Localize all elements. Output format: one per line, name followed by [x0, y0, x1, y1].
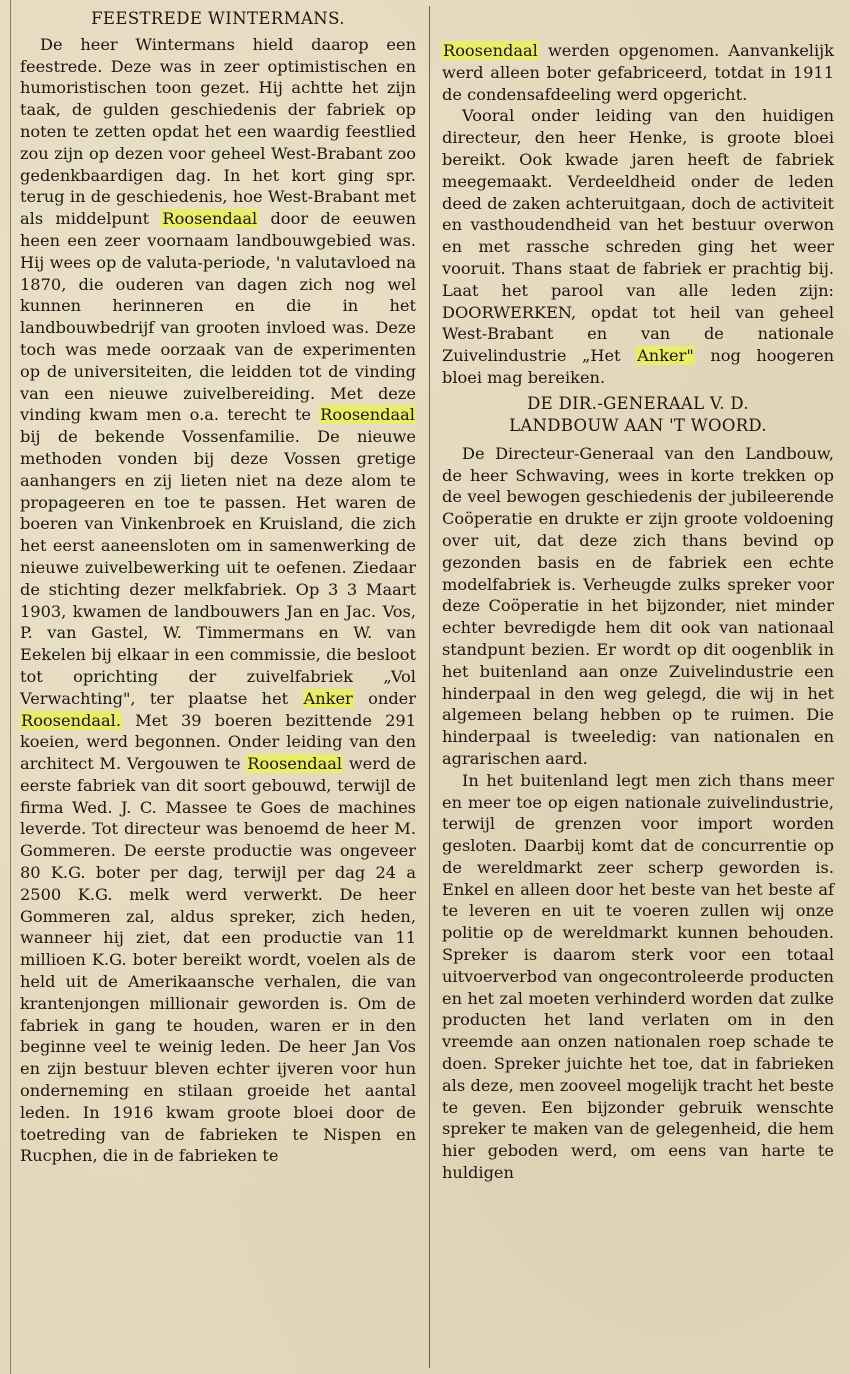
left-column [20, 0, 416, 1374]
clipping-edge-line [10, 0, 11, 1374]
text-run: nog hoogeren bloei mag bereiken. [442, 346, 834, 387]
highlighted-term: Roosendaal [443, 41, 538, 60]
article-heading: FEESTREDE WINTERMANS. [91, 9, 345, 28]
text-run: door de eeuwen heen een zeer voornaam landbouwgebied was. Hij wees op de valuta-periode, 'n valutavloed na 1870, die ouderen van dagen zich nog wel kunnen herinneren en die in het landbouwbedrijf van grooten invloed was. Deze toch was mede oorzaak van de experimenten op de universiteiten, die leidden tot de vinding van een nieuwe zuivelbereiding. Met deze vinding kwam men o.a. terecht te [20, 209, 416, 425]
text-run: De heer Wintermans hield daarop een feestrede. Deze was in zeer optimistischen en humoristischen toon gezet. Hij achtte het zijn taak, de gulden geschiedenis der fabriek op noten te zetten opdat het een waardig feestlied zou zijn op dezen voor geheel West-Brabant zoo gedenkbaardigen dag. In het kort ging spr. terug in de geschiedenis, hoe West-Brabant met als middelpunt [20, 34, 416, 229]
text-run: De Directeur-Generaal van den Landbouw, de heer Schwaving, wees in korte trekken op de veel bewogen geschiedenis der jubileerende Coöperatie en drukte er zijn groote voldoening over uit, dat deze zich thans bevind op gezonden basis en de fabriek een echte modelfabriek is. Verheugde zulks spreker voor deze Coöperatie in het bijzonder, niet minder echter bevredigde hem dit ook van nationaal standpunt bezien. Er wordt op dit oogenblik in het buitenland aan onze Zuivelindustrie een hinderpaal in den weg gelegd, die wij in het algemeen belang hebben op te ruimen. Die hinderpaal is tweeledig: van nationalen en agrarischen aard. [442, 443, 834, 768]
highlighted-term: Roosendaal [247, 754, 343, 774]
paragraph-buitenland [442, 770, 834, 1184]
highlighted-term: Roosendaal [320, 405, 415, 425]
highlighted-term: Roosendaal [162, 209, 258, 229]
right-column [442, 0, 834, 1374]
paragraph-directeur-henke [442, 105, 834, 388]
text-run: Met 39 boeren bezittende 291 koeien, werd begonnen. Onder leiding van den architect M. Vergouwen te [20, 710, 416, 774]
text-run: Vooral onder leiding van den huidigen directeur, den heer Henke, is groote bloei bereikt. Ook kwade jaren heeft de fabriek meegemaakt. Verdeeldheid onder de leden deed de zaken achteruitgaan, doch de activiteit en vasthoudendheid van het bestuur overwon en met rassche schreden ging het weer vooruit. Thans staat de fabriek er prachtig bij. Laat het parool van alle leden zijn: DOORWERKEN, opdat tot heil van geheel West-Brabant en van de nationale Zuivelindustrie „Het [442, 106, 834, 366]
text-run: In het buitenland legt men zich thans meer en meer toe op eigen nationale zuivelindustrie, terwijl de grenzen voor import worden gesloten. Daarbij komt dat de concurrentie op de wereldmarkt zeer scherp geworden is. Enkel en alleen door het beste van het beste af te leveren en uit te voeren zullen wij onze politie op de wereldmarkt kunnen behouden. Spreker is daarom sterk voor een totaal uitvoerverbod van ongecontroleerde producten en het zal moeten verhinderd worden dat zulke producten het land verlaten om in den vreemde aan onzen nationalen roep schade te doen. Spreker juichte het toe, dat in fabrieken als deze, men zooveel mogelijk tracht het beste te geven. Een bijzonder gebruik wenschte spreker te maken van de gelegenheid, die hem hier geboden werd, om eens van harte te huldigen [442, 770, 834, 1183]
highlighted-term: Roosendaal. [21, 710, 121, 730]
paragraph-directeur-generaal [442, 443, 834, 770]
paragraph-continued [442, 40, 834, 105]
highlighted-term: Anker" [637, 346, 694, 366]
paragraph-feestrede [20, 34, 416, 1167]
text-run: onder [353, 688, 416, 708]
section-subheading [442, 393, 834, 437]
highlighted-term: Anker [303, 688, 353, 708]
text-run: werden opgenomen. Aanvankelijk werd alleen boter gefabriceerd, totdat in 1911 de condensafdeeling werd opgericht. [442, 41, 834, 104]
subheading-line-2: LANDBOUW AAN 'T WOORD. [509, 415, 767, 435]
text-run: bij de bekende Vossenfamilie. De nieuwe methoden vonden bij deze Vossen gretige aanhangers en zij lieten niet na deze alom te propageeren en toe te passen. Het waren de boeren van Vinkenbroek en Kruisland, die zich het eerst aaneensloten om in samenwerking de nieuwe zuivelbewerking uit te oefenen. Ziedaar de stichting dezer melkfabriek. Op 3 3 Maart 1903, kwamen de landbouwers Jan en Jac. Vos, P. van Gastel, W. Timmermans en W. van Eekelen bij elkaar in een commissie, die besloot tot oprichting der zuivelfabriek „Vol Verwachting", ter plaatse het [20, 427, 416, 708]
subheading-line-1: DE DIR.-GENERAAL V. D. [527, 393, 749, 413]
text-run: werd de eerste fabriek van dit soort gebouwd, terwijl de firma Wed. J. C. Massee te Goes de machines leverde. Tot directeur was benoemd de heer M. Gommeren. De eerste productie was ongeveer 80 K.G. boter per dag, terwijl per dag 24 a 2500 K.G. melk werd verwerkt. De heer Gommeren zal, aldus spreker, zich heden, wanneer hij ziet, dat een productie van 11 millioen K.G. boter bereikt wordt, voelen als de held uit de Amerikaansche verhalen, die van krantenjongen millionair geworden is. Om de fabriek in gang te houden, waren er in den beginne veel te weinig leden. De heer Jan Vos en zijn bestuur bleven echter ijveren voor hun onderneming en stilaan groeide het aantal leden. In 1916 kwam groote bloei door de toetreding van de fabrieken te Nispen en Rucphen, die in de fabrieken te [20, 754, 416, 1166]
column-divider [429, 6, 430, 1368]
